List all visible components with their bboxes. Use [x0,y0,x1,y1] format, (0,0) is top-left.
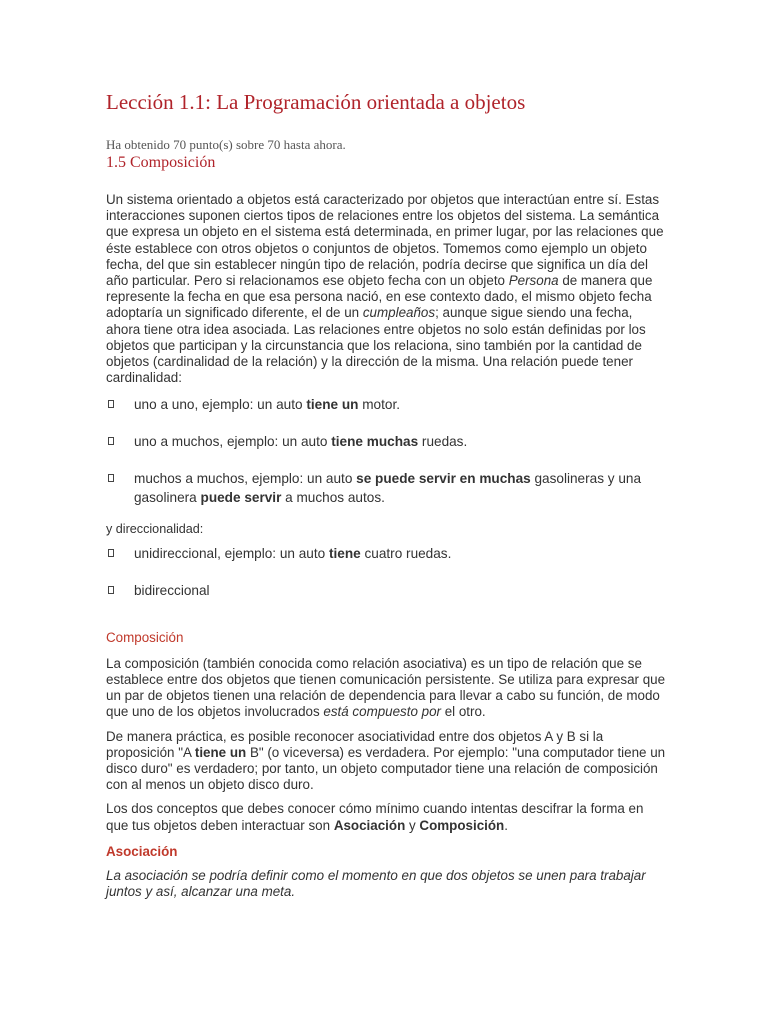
list-item [106,395,666,414]
bullet-box-icon [108,437,114,445]
cardinality-list [106,395,666,507]
intro-italic-persona: Persona [508,273,559,289]
composition-text: B" (o viceversa) es verdadera. Por ejemplo: "una computador tiene un disco duro" es verdadero; por tanto, un objeto computador tiene una relación de composición con al menos un objeto disco duro. [106,744,666,793]
list-item-text: gasolineras y una gasolinera [134,471,642,506]
list-item [106,581,666,600]
bullet-box-icon [108,474,114,482]
list-item-text: muchos a muchos, ejemplo: un auto [134,471,357,487]
list-item [106,432,666,451]
composition-text: De manera práctica, es posible reconocer asociatividad entre dos objetos A y B si la proposición "A [106,728,604,760]
composition-bold: Asociación [333,817,406,833]
composition-text: y [405,817,420,833]
intro-italic-cumpleanos: cumpleaños [362,305,436,321]
intro-paragraph [106,192,666,386]
list-item-text: ruedas. [418,434,468,450]
composition-heading: Composición [106,629,184,645]
direction-label: y direccionalidad: [106,522,204,537]
list-item-bold: tiene un [306,397,359,413]
composition-text: . [504,817,508,833]
list-item-bold: puede servir [200,490,282,506]
composition-paragraph-1 [106,656,666,721]
composition-text: La composición (también conocida como relación asociativa) es un tipo de relación que se establece entre dos objetos que tienen comunicación persistente. Se utiliza para expresar que un par de objetos tienen una relación de dependencia para llevar a cabo su función, de modo que uno de los objetos involucrados [106,655,666,720]
list-item-bold: se puede servir en muchas [356,471,531,487]
bullet-box-icon [108,586,114,594]
list-item-text: motor. [358,397,401,413]
score-text: Ha obtenido 70 punto(s) sobre 70 hasta ahora. [106,137,346,152]
list-item [106,469,666,507]
list-item-text: unidireccional, ejemplo: un auto [134,545,329,561]
bullet-box-icon [108,400,114,408]
list-item-text: bidireccional [134,582,210,598]
list-item-text: uno a muchos, ejemplo: un auto [134,434,332,450]
list-item-text: a muchos autos. [281,490,385,506]
directionality-list [106,544,666,600]
bullet-box-icon [108,549,114,557]
list-item-text: uno a uno, ejemplo: un auto [134,397,307,413]
list-item-bold: tiene muchas [331,434,419,450]
intro-text-3: ; aunque sigue siendo una fecha, ahora tiene otra idea asociada. Las relaciones entre objetos no solo están definidas por los objetos que participan y la circunstancia que los relaciona, sino también por la cantidad de objetos (cardinalidad de la relación) y la dirección de la misma. Una relación puede tener cardinalidad: [106,305,646,386]
lesson-title: Lección 1.1: La Programación orientada a objetos [106,90,526,114]
intro-text-1: Un sistema orientado a objetos está caracterizado por objetos que interactúan entre sí. Estas interacciones suponen ciertos tipos de relaciones entre los objetos del sistema. La semántica que expresa un objeto en el sistema está determinada, en primer lugar, por las relaciones que éste establece con otros objetos o conjuntos de objetos. Tomemos como ejemplo un objeto fecha, del que sin establecer ningún tipo de relación, podría decirse que significa un día del año particular. Pero si relacionamos ese objeto fecha con un objeto [106,192,664,289]
composition-bold: tiene un [194,744,247,760]
composition-bold: Composición [419,817,505,833]
composition-paragraph-2 [106,729,666,794]
section-title: 1.5 Composición [106,154,216,171]
intro-text-2: de manera que represente la fecha en que esa persona nació, en ese contexto dado, el mismo objeto fecha adoptaría un significado diferente, el de un [106,273,653,321]
association-heading: Asociación [106,843,178,859]
composition-italic: está compuesto por [323,704,441,720]
composition-paragraph-3 [106,801,666,833]
list-item-text: cuatro ruedas. [360,545,452,561]
content-body [106,192,666,908]
list-item-bold: tiene [328,545,361,561]
list-item [106,544,666,563]
association-paragraph: La asociación se podría definir como el momento en que dos objetos se unen para trabajar juntos y así, alcanzar una meta. [106,868,646,900]
composition-text: el otro. [441,704,486,720]
composition-text: Los dos conceptos que debes conocer cómo mínimo cuando intentas descifrar la forma en que tus objetos deben interactuar son [106,801,644,833]
